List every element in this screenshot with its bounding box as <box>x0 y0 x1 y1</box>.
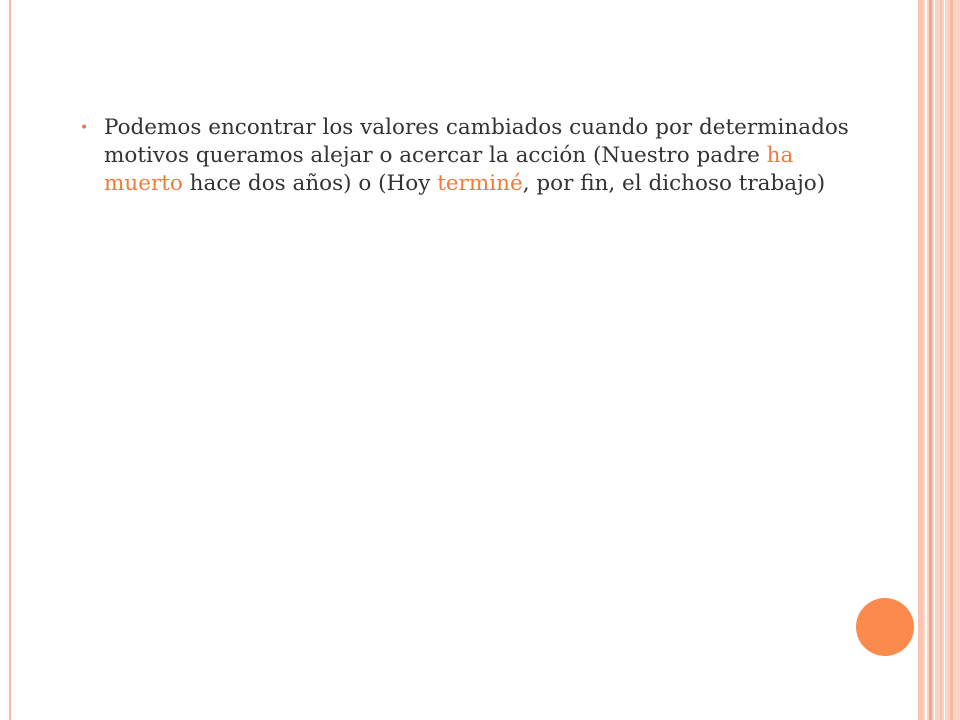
decorative-stripe <box>934 0 935 720</box>
decorative-stripe <box>950 0 953 720</box>
accent-circle <box>856 598 914 656</box>
decorative-stripe <box>944 0 945 720</box>
left-border-line <box>9 0 11 720</box>
slide-body <box>80 114 850 198</box>
decorative-stripe <box>940 0 942 720</box>
bullet-text-segment: Podemos encontrar los valores cambiados cuando por determinados motivos queramos alejar o acercar la acción (Nuestro padre <box>104 115 849 168</box>
highlighted-verb: ha muerto <box>104 143 794 196</box>
decorative-stripe <box>929 0 932 720</box>
highlighted-verb: terminé <box>437 171 523 196</box>
bullet-text-segment: hace dos años) o (Hoy <box>182 171 438 196</box>
bullet-text-segment: , por fin, el dichoso trabajo) <box>522 171 826 196</box>
bullet-item <box>80 114 850 198</box>
bullet-icon: • <box>80 120 89 136</box>
decorative-stripe <box>925 0 927 720</box>
decorative-stripe <box>918 0 923 720</box>
